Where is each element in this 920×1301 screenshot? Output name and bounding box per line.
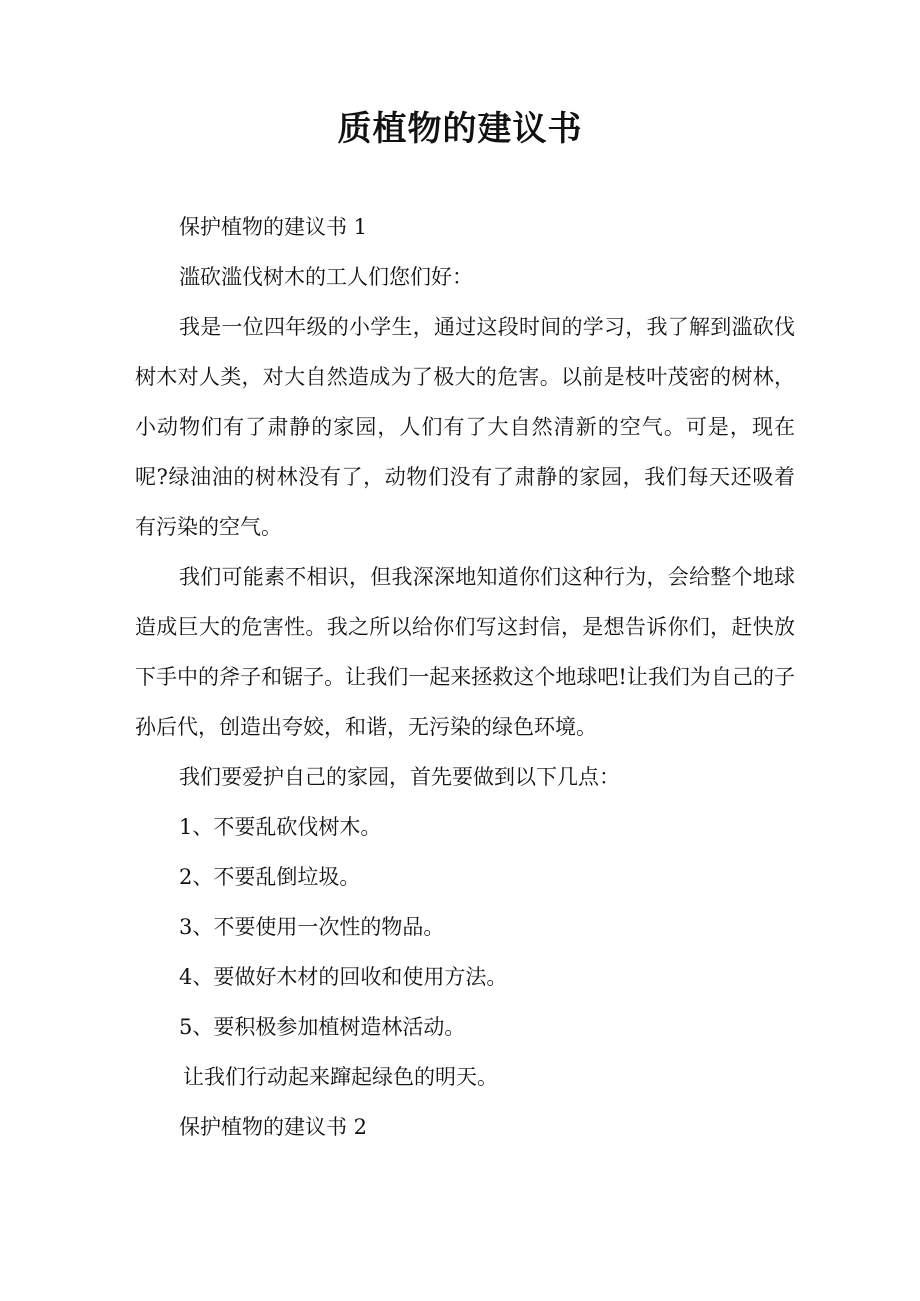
list-item: 5、要积极参加植树造林活动。 (179, 1015, 466, 1039)
salutation: 滥砍滥伐树木的工人们您们好： (179, 265, 473, 289)
list-item: 2、不要乱倒垃圾。 (179, 865, 361, 889)
paragraph-3: 我们要爱护自己的家园，首先要做到以下几点： (179, 765, 620, 789)
suggestion-list (135, 802, 795, 1052)
list-item: 4、要做好木材的回收和使用方法。 (179, 965, 508, 989)
document-body (135, 202, 795, 1152)
section-heading-2: 保护植物的建议书 2 (179, 1115, 368, 1139)
list-item: 1、不要乱砍伐树木。 (179, 815, 382, 839)
paragraph-1: 我是一位四年级的小学生，通过这段时间的学习，我了解到滥砍伐树木对人类，对大自然造成为了极大的危害。以前是枝叶茂密的树林，小动物们有了肃静的家园，人们有了大自然清新的空气。可是，现在呢?绿油油的树林没有了，动物们没有了肃静的家园，我们每天还吸着有污染的空气。 (135, 315, 795, 539)
paragraph-2: 我们可能素不相识，但我深深地知道你们这种行为，会给整个地球造成巨大的危害性。我之所以给你们写这封信，是想告诉你们，赶快放下手中的斧子和锯子。让我们一起来拯救这个地球吧!让我们为自己的子孙后代，创造出夸姣，和谐，无污染的绿色环境。 (135, 565, 795, 739)
section-heading-1: 保护植物的建议书 1 (179, 215, 368, 239)
list-item: 3、不要使用一次性的物品。 (179, 915, 445, 939)
closing-line: 让我们行动起来蹿起绿色的明天。 (183, 1065, 498, 1089)
document-title: 质植物的建议书 (337, 109, 583, 149)
